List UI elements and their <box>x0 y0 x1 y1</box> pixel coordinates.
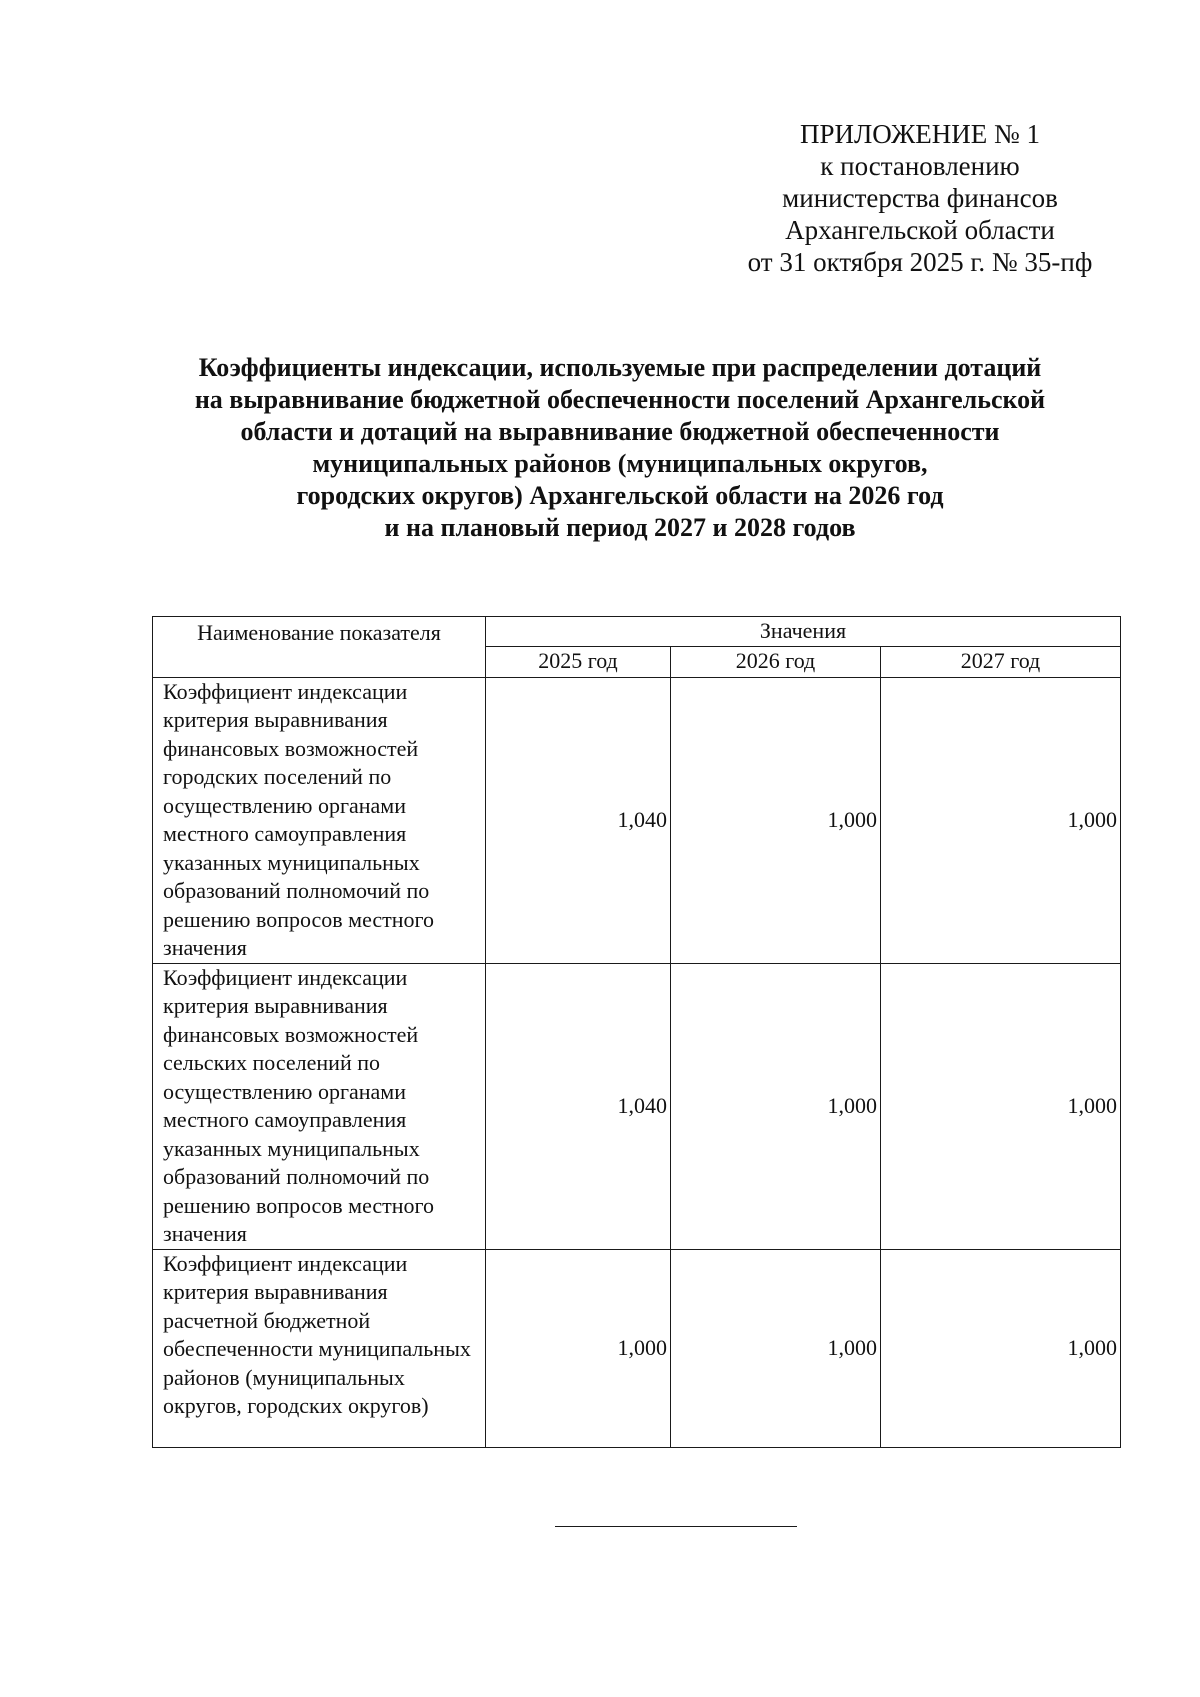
table-row <box>153 1249 1121 1447</box>
table-row <box>153 963 1121 1249</box>
header-year-2027: 2027 год <box>881 646 1121 677</box>
title-line: на выравнивание бюджетной обеспеченности поселений Архангельской <box>194 385 1046 414</box>
table-row <box>153 677 1121 963</box>
header-values: Значения <box>486 617 1121 647</box>
header-indicator-name: Наименование показателя <box>153 617 486 678</box>
title-line: и на плановый период 2027 и 2028 годов <box>384 513 856 542</box>
table-header-row <box>153 617 1121 647</box>
header-year-2025: 2025 год <box>486 646 671 677</box>
title-line: городских округов) Архангельской области на 2026 год <box>296 481 944 510</box>
row-value-2025: 1,040 <box>486 677 671 963</box>
end-of-document-rule <box>555 1526 797 1527</box>
appendix-header <box>700 118 1140 278</box>
appendix-line: Архангельской области <box>785 215 1055 245</box>
row-indicator-name: Коэффициент индексации критерия выравнивания финансовых возможностей сельских поселений по осуществлению органами местного самоуправления указанных муниципальных образований полномочий по решению вопросов местного значения <box>153 963 486 1249</box>
title-line: муниципальных районов (муниципальных округов, <box>312 449 928 478</box>
row-value-2025: 1,040 <box>486 963 671 1249</box>
row-value-2026: 1,000 <box>671 677 881 963</box>
row-value-2025: 1,000 <box>486 1249 671 1447</box>
row-value-2027: 1,000 <box>881 677 1121 963</box>
row-value-2027: 1,000 <box>881 963 1121 1249</box>
appendix-date-line: от 31 октября 2025 г. № 35-пф <box>747 247 1093 277</box>
title-line: области и дотаций на выравнивание бюджетной обеспеченности <box>240 417 1000 446</box>
appendix-number: ПРИЛОЖЕНИЕ № 1 <box>799 119 1041 149</box>
row-value-2026: 1,000 <box>671 1249 881 1447</box>
row-value-2027: 1,000 <box>881 1249 1121 1447</box>
appendix-line: министерства финансов <box>782 183 1058 213</box>
appendix-line: к постановлению <box>820 151 1020 181</box>
row-indicator-name: Коэффициент индексации критерия выравнивания расчетной бюджетной обеспеченности муниципальных районов (муниципальных округов, городских округов) <box>153 1249 486 1447</box>
document-title <box>140 352 1100 544</box>
coefficients-table <box>152 616 1121 1448</box>
row-value-2026: 1,000 <box>671 963 881 1249</box>
header-year-2026: 2026 год <box>671 646 881 677</box>
title-line: Коэффициенты индексации, используемые при распределении дотаций <box>198 353 1042 382</box>
row-indicator-name: Коэффициент индексации критерия выравнивания финансовых возможностей городских поселений по осуществлению органами местного самоуправления указанных муниципальных образований полномочий по решению вопросов местного значения <box>153 677 486 963</box>
